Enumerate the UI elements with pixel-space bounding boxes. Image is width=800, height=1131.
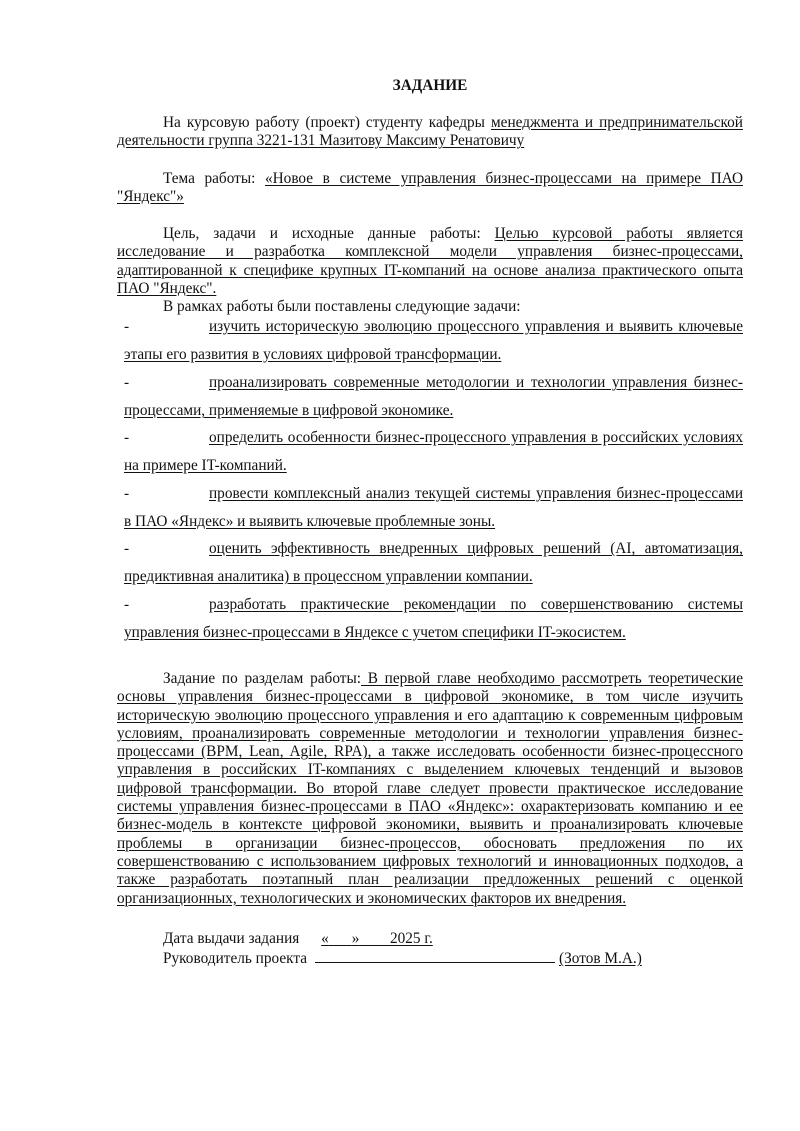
bullet-dash: - [124,429,130,446]
tasks-intro: В рамках работы были поставлены следующие задачи: [163,298,521,315]
task-item [124,480,743,536]
assignment-department: менеджмента и предпринимательской деятельности группа 3221-131 Мазитову Максиму Ренатовичу [117,114,743,150]
bullet-dash: - [124,485,130,502]
supervisor-line [163,948,642,968]
task-item [124,369,743,425]
task-text: оценить эффективность внедренных цифровых решений (AI, автоматизация, предиктивная аналитика) в процессном управлении компании. [124,540,743,585]
task-item [124,313,743,369]
task-text: проанализировать современные методологии и технологии управления бизнес-процессами, применяемые в цифровой экономике. [124,374,743,419]
task-item [124,591,743,647]
task-text: изучить историческую эволюцию процессного управления и выявить ключевые этапы его развития в условиях цифровой трансформации. [124,318,743,363]
signature-line [315,948,555,963]
bullet-dash: - [124,540,130,557]
sections-value: В первой главе необходимо рассмотреть теоретические основы управления бизнес-процессами в цифровой экономике, в том числе изучить историческую эволюцию процессного управления и его адаптацию к современным цифровым условиям, проанализировать современные методологии и технологии управления бизнес-процессами (BPM, Lean, Agile, RPA), а также исследовать особенности бизнес-процессного управления в российских IT-компаниях с выделением ключевых тенденций и вызовов цифровой трансформации. Во второй главе следует провести практическое исследование системы управления бизнес-процессами в ПАО «Яндекс»: охарактеризовать компанию и ее бизнес-модель в контексте цифровой экономики, выявить и проанализировать ключевые проблемы в организации бизнес-процессов, обосновать предложения по их совершенствованию с использованием цифровых технологий и инновационных подходов, а также разработать поэтапный план реализации предложенных решений с оценкой организационных, технологических и экономических факторов их внедрения. [117,670,743,907]
page-title: ЗАДАНИЕ [392,77,468,94]
assignment-prefix: На курсовую работу (проект) студенту кафедры [163,114,491,131]
sections-label: Задание по разделам работы: [163,670,361,687]
sections-paragraph [117,670,743,908]
goal-paragraph [117,225,743,298]
issue-year: 2025 г. [389,930,433,947]
topic-value: «Новое в системе управления бизнес-процессами на примере ПАО "Яндекс"» [117,170,743,206]
issue-date-blank [321,930,433,947]
task-item [124,424,743,480]
bullet-dash: - [124,596,130,613]
issue-date-label: Дата выдачи задания [163,930,300,947]
bullet-dash: - [124,374,130,391]
task-text: определить особенности бизнес-процессного управления в российских условиях на примере IT-компаний. [124,429,743,474]
goal-label: Цель, задачи и исходные данные работы: [163,225,495,242]
topic-label: Тема работы: [163,170,265,187]
quote-close: » [351,930,360,947]
topic-paragraph [117,170,743,207]
task-text: провести комплексный анализ текущей системы управления бизнес-процессами в ПАО «Яндекс» и выявить ключевые проблемные зоны. [124,485,743,530]
supervisor-name: (Зотов М.А.) [559,950,642,967]
quote-open: « [321,930,329,947]
bullet-dash: - [124,318,130,335]
supervisor-label: Руководитель проекта [163,950,308,967]
issue-date-line [163,930,433,948]
goal-value: Целью курсовой работы является исследование и разработка комплексной модели управления бизнес-процессами, адаптированной к специфике крупных IT-компаний на основе анализа практического опыта ПАО "Яндекс". [117,225,743,297]
task-text: разработать практические рекомендации по совершенствованию системы управления бизнес-процессами в Яндексе с учетом специфики IT-экосистем. [124,596,743,641]
task-item [124,535,743,591]
assignment-paragraph [117,114,743,151]
